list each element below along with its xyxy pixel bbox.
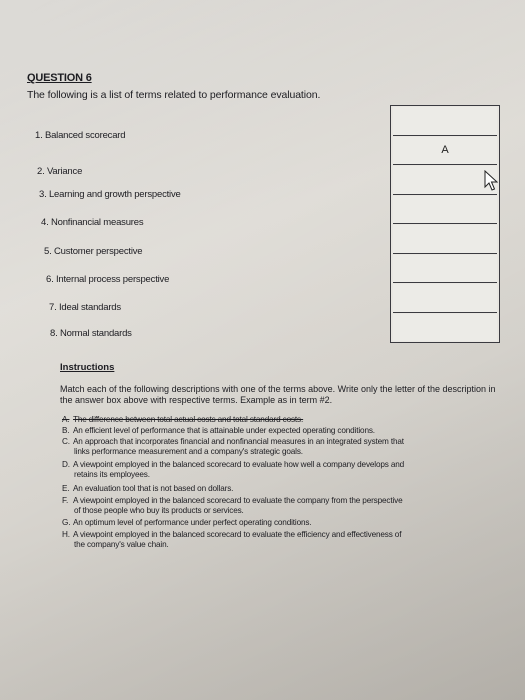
term-8: 8. Normal standards — [50, 328, 132, 339]
description-text-cont: the company's value chain. — [74, 539, 169, 549]
description-text: A viewpoint employed in the balanced scorecard to evaluate how well a company develops and — [73, 460, 405, 469]
answer-cell-6[interactable] — [393, 255, 497, 284]
answer-cell-3[interactable] — [393, 166, 497, 195]
question-title: QUESTION 6 — [27, 72, 92, 84]
question-intro: The following is a list of terms related to performance evaluation. — [27, 89, 321, 101]
answer-cell-2[interactable]: A — [393, 137, 497, 166]
description-text: The difference between total actual costs and total standard costs. — [73, 415, 304, 424]
instructions-title: Instructions — [60, 362, 115, 373]
description-d — [62, 460, 404, 479]
description-c — [62, 437, 404, 456]
description-letter: A. — [62, 415, 70, 424]
description-text: An efficient level of performance that is attainable under expected operating conditions. — [73, 426, 375, 435]
term-1: 1. Balanced scorecard — [35, 130, 126, 141]
term-6: 6. Internal process perspective — [46, 274, 170, 285]
term-4: 4. Nonfinancial measures — [41, 217, 144, 228]
description-text: An approach that incorporates financial and nonfinancial measures in an integrated system that — [73, 437, 404, 446]
description-letter: B. — [62, 426, 70, 435]
term-5: 5. Customer perspective — [44, 246, 143, 257]
answer-cell-5[interactable] — [393, 225, 497, 254]
instructions-text: Match each of the following descriptions with one of the terms above. Write only the letter of the description in the answer box above with respective terms. Example as in term #2. — [60, 384, 496, 405]
description-a — [62, 415, 303, 425]
description-g — [62, 518, 311, 528]
description-letter: H. — [62, 530, 70, 539]
description-b — [62, 426, 375, 436]
mouse-cursor-icon — [484, 170, 498, 197]
answer-cell-4[interactable] — [393, 196, 497, 225]
description-letter: C. — [62, 437, 70, 446]
term-3: 3. Learning and growth perspective — [39, 189, 181, 200]
description-text: An evaluation tool that is not based on dollars. — [73, 484, 234, 493]
description-letter: D. — [62, 460, 70, 469]
description-letter: E. — [62, 484, 70, 493]
answer-box — [390, 105, 500, 343]
term-2: 2. Variance — [37, 166, 83, 177]
description-e — [62, 484, 233, 494]
description-text: An optimum level of performance under perfect operating conditions. — [73, 518, 312, 527]
term-7: 7. Ideal standards — [49, 302, 121, 313]
description-h — [62, 530, 401, 549]
description-text-cont: links performance measurement and a company's strategic goals. — [74, 446, 303, 456]
description-text: A viewpoint employed in the balanced scorecard to evaluate the efficiency and effectiveness of — [73, 530, 402, 539]
description-f — [62, 496, 403, 515]
description-text-cont: of those people who buy its products or services. — [74, 505, 244, 515]
answer-cell-8[interactable] — [393, 314, 497, 342]
answer-cell-1[interactable] — [393, 107, 497, 136]
description-text-cont: retains its employees. — [74, 469, 150, 479]
description-text: A viewpoint employed in the balanced scorecard to evaluate the company from the perspective — [73, 496, 403, 505]
description-letter: G. — [62, 518, 71, 527]
answer-cell-7[interactable] — [393, 284, 497, 313]
description-letter: F. — [62, 496, 69, 505]
